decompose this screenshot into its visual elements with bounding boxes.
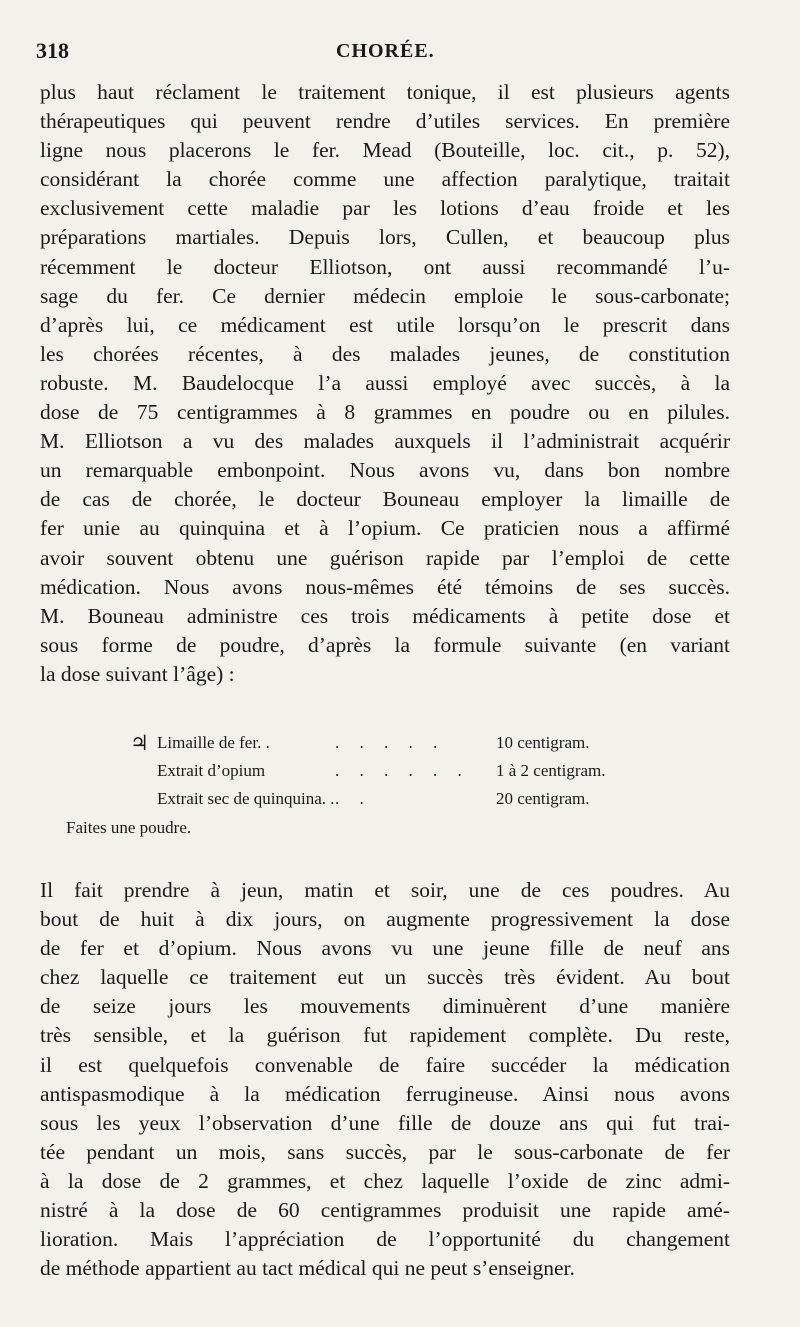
text-line: d’après lui, ce médicament est utile lorsqu’on le prescrit dans [40,312,730,337]
text-line: avoir souvent obtenu une guérison rapide par l’emploi de cette [40,545,730,570]
recipe-ingredient: Extrait sec de quinquina. . [157,789,335,808]
text-line: de seize jours les mouvements diminuèrent d’une manière [40,994,730,1019]
text-line: tée pendant un mois, sans succès, par le sous-carbonate de fer [40,1139,730,1164]
text-line: sous les yeux l’observation d’une fille de douze ans qui fut trai- [40,1110,730,1135]
text-line: les chorées récentes, à des malades jeunes, de constitution [40,341,730,366]
text-line: lioration. Mais l’appréciation de l’opportunité du changement [40,1227,730,1252]
recipe-quantity: 20 centigram. [496,789,590,808]
text-line: Il fait prendre à jeun, matin et soir, une de ces poudres. Au [40,878,730,902]
paragraph-2 [40,876,730,1283]
text-line: un remarquable embonpoint. Nous avons vu, dans bon nombre [40,458,730,483]
text-line: préparations martiales. Depuis lors, Cullen, et beaucoup plus [40,225,730,250]
text-line: considérant la chorée comme une affection paralytique, traitait [40,167,730,192]
text-line: M. Elliotson a vu des malades auxquels il l’administrait acquérir [40,429,730,454]
running-title: CHORÉE. [336,40,435,62]
text-line: exclusivement cette maladie par les lotions d’eau froide et les [40,196,730,221]
recipe-quantity: 10 centigram. [496,733,590,752]
text-line: sage du fer. Ce dernier médecin emploie le sous-carbonate; [40,283,730,308]
recipe-symbol: ♃ [130,731,149,755]
recipe-row [130,761,750,789]
text-line: médication. Nous avons nous-mêmes été témoins de ses succès. [40,574,730,599]
text-line: fer unie au quinquina et à l’opium. Ce praticien nous a affirmé [40,516,730,541]
recipe-ingredient: Limaille de fer. . [157,733,270,752]
text-line: dose de 75 centigrammes à 8 grammes en poudre ou en pilules. [40,400,730,425]
text-line: plus haut réclament le traitement tonique, il est plusieurs agents [40,80,730,104]
text-line: la dose suivant l’âge) : [40,661,235,686]
text-line: de fer et d’opium. Nous avons vu une jeune fille de neuf ans [40,936,730,961]
text-line: M. Bouneau administre ces trois médicaments à petite dose et [40,603,730,628]
recipe-closing: Faites une poudre. [66,818,192,837]
text-line: thérapeutiques qui peuvent rendre d’utiles services. En première [40,109,730,134]
text-line: antispasmodique à la médication ferrugineuse. Ainsi nous avons [40,1081,730,1106]
page-number: 318 [36,38,69,63]
text-line: nistré à la dose de 60 centigrammes produisit une rapide amé- [40,1198,730,1223]
text-line: très sensible, et la guérison fut rapidement complète. Du reste, [40,1023,730,1048]
recipe-row [130,733,750,761]
text-line: sous forme de poudre, d’après la formule suivante (en variant [40,632,730,657]
recipe-leader-dots: . . [335,789,372,808]
text-line: bout de huit à dix jours, on augmente progressivement la dose [40,907,730,932]
recipe-leader-dots: . . . . . . [335,761,470,780]
text-line: de cas de chorée, le docteur Bouneau employer la limaille de [40,487,730,512]
paragraph-1 [40,78,730,689]
recipe-leader-dots: . . . . . [335,733,446,752]
recipe-quantity: 1 à 2 centigram. [496,761,606,780]
recipe-ingredient: Extrait d’opium [157,761,266,780]
recipe-row [130,789,750,817]
text-line: robuste. M. Baudelocque l’a aussi employé avec succès, à la [40,370,730,395]
recipe-formula [130,733,750,817]
text-line: à la dose de 2 grammes, et chez laquelle l’oxide de zinc admi- [40,1168,730,1193]
text-line: chez laquelle ce traitement eut un succès très évident. Au bout [40,965,730,990]
text-line: récemment le docteur Elliotson, ont aussi recommandé l’u- [40,254,730,279]
text-line: il est quelquefois convenable de faire succéder la médication [40,1052,730,1077]
text-line: de méthode appartient au tact médical qui ne peut s’enseigner. [40,1256,575,1281]
text-line: ligne nous placerons le fer. Mead (Bouteille, loc. cit., p. 52), [40,138,730,163]
page-header [36,38,730,72]
